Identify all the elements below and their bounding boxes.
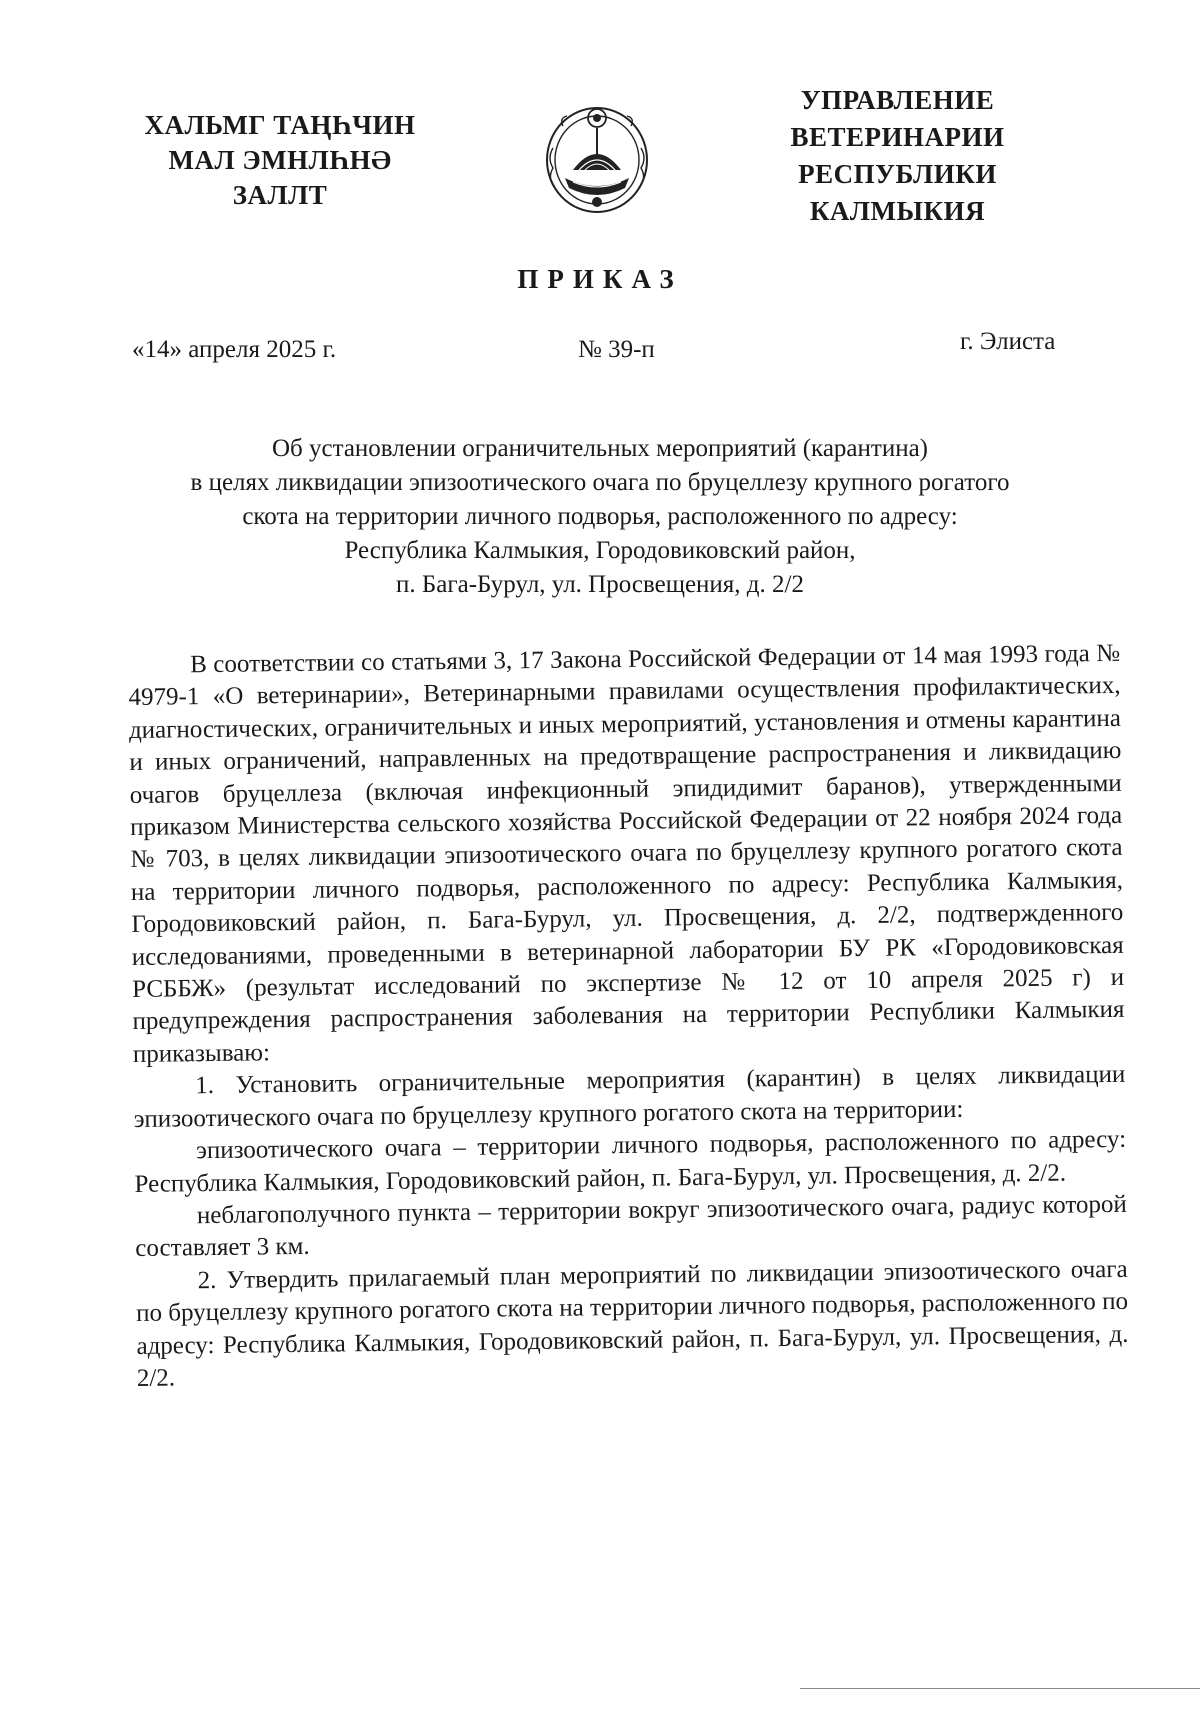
subject-line: п. Бага-Бурул, ул. Просвещения, д. 2/2 xyxy=(396,571,804,598)
coat-of-arms-icon xyxy=(543,98,651,216)
document-number: № 39-п xyxy=(578,336,655,363)
item-1: 1. Установить ограничительные мероприятия (карантин) в целях ликвидации эпизоотического очага по бруцеллезу крупного рогатого скота на территории: xyxy=(133,1061,1126,1133)
subject-line: в целях ликвидации эпизоотического очага по бруцеллезу крупного рогатого xyxy=(190,469,1010,496)
header-right-line: РЕСПУБЛИКИ xyxy=(798,159,997,189)
header-left-line: ЗАЛЛТ xyxy=(232,180,328,210)
header-left-line: МАЛ ЭМНЛҺНӘ xyxy=(168,145,392,175)
document-title: ПРИКАЗ xyxy=(517,264,683,294)
footer-divider xyxy=(800,1688,1200,1689)
header-right-line: УПРАВЛЕНИЕ xyxy=(800,85,995,115)
subject-line: Республика Калмыкия, Городовиковский район, xyxy=(344,537,856,564)
document-subject xyxy=(110,432,1090,602)
header-right-line: КАЛМЫКИЯ xyxy=(809,196,986,226)
header-right-line: ВЕТЕРИНАРИИ xyxy=(790,122,1005,152)
document-body xyxy=(128,638,1129,1395)
subject-line: Об установлении ограничительных мероприятий (карантина) xyxy=(271,435,929,462)
preamble-paragraph: В соответствии со статьями 3, 17 Закона Российской Федерации от 14 мая 1993 года № 4979-1 «О ветеринарии», Ветеринарными правилами осуществления профилактических, диагностических, ограничительных и иных мероприятий, установления и отмены карантина и иных ограничений, направленных на предотвращение распространения и ликвидацию очагов бруцеллеза (включая инфекционный эпидидимит баранов), утвержденными приказом Министерства сельского хозяйства Российской Федерации от 22 ноября 2024 года № 703, в целях ликвидации эпизоотического очага по бруцеллезу крупного рогатого скота на территории личного подворья, расположенного по адресу: Республика Калмыкия, Городовиковский район, п. Бага-Бурул, ул. Просвещения, д. 2/2, подтвержденного исследованиями, проведенными в ветеринарной лаборатории БУ РК «Городовиковская РСББЖ» (результат исследований по экспертизе № 12 от 10 апреля 2025 г) и предупреждения распространения заболевания на территории Республики Калмыкия приказываю: xyxy=(128,639,1125,1068)
item-1-focus: эпизоотического очага – территории личного подворья, расположенного по адресу: Республика Калмыкия, Городовиковский район, п. Бага-Бурул, ул. Просвещения, д. 2/2. xyxy=(134,1125,1127,1198)
document-city: г. Элиста xyxy=(960,328,1056,355)
header-right-russian xyxy=(760,82,1035,230)
item-2: 2. Утвердить прилагаемый план мероприятий по ликвидации эпизоотического очага по бруцеллезу крупного рогатого скота на территории личного подворья, расположенного по адресу: Республика Калмыкия, Городовиковский район, п. Бага-Бурул, ул. Просвещения, д. 2/2. xyxy=(135,1255,1129,1392)
subject-line: скота на территории личного подворья, расположенного по адресу: xyxy=(242,503,958,530)
header-left-line: ХАЛЬМГ ТАҢҺЧИН xyxy=(144,110,416,140)
item-1-area: неблагополучного пункта – территории вокруг эпизоотического очага, радиус которой составляет 3 км. xyxy=(135,1190,1128,1263)
document-date: «14» апреля 2025 г. xyxy=(132,336,337,363)
header-left-kalmyk xyxy=(130,108,430,213)
